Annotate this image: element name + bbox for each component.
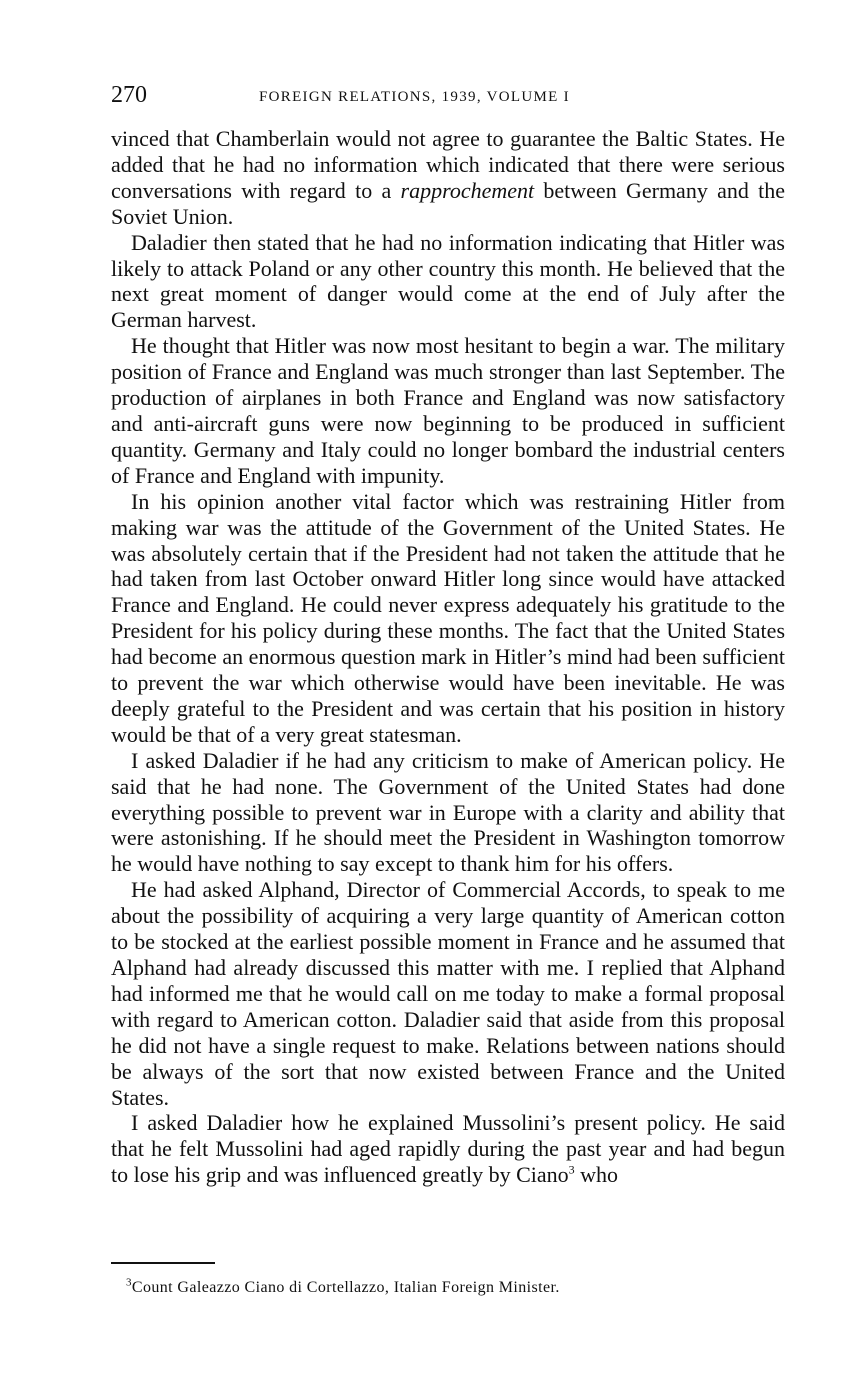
paragraph-text: I asked Daladier how he explained Mussolini’s present policy. He said that he felt Mussolini had aged rapidly during the past year and had begun to lose his grip and was influenced greatly by Ciano — [111, 1110, 785, 1188]
footnote-reference: 3 — [568, 1162, 575, 1177]
footnote — [126, 1277, 560, 1299]
page-header — [111, 80, 785, 114]
page-number: 270 — [111, 82, 147, 108]
paragraph-continuation — [111, 126, 785, 230]
paragraph: I asked Daladier if he had any criticism to make of American policy. He said that he had none. The Government of the United States had done everything possible to prevent war in Europe with a clarity and ability that were astonishing. If he should meet the President in Washington tomorrow he would have nothing to say except to thank him for his offers. — [111, 747, 785, 877]
paragraph-text: who — [574, 1162, 619, 1188]
body-text — [111, 126, 785, 1188]
paragraph-text: vinced that Chamberlain would not agree to guarantee the Baltic States. He added that he had no information which indicated that there were serious conversations with regard to a — [111, 126, 785, 203]
paragraph: In his opinion another vital factor which was restraining Hitler from making war was the attitude of the Government of the United States. He was absolutely certain that if the President had not taken the attitude that he had taken from last October onward Hitler long since would have attacked France and England. He could never express adequately his gratitude to the President for his policy during these months. The fact that the United States had become an enormous question mark in Hitler’s mind had been sufficient to prevent the war which otherwise would have been inevitable. He was deeply grateful to the President and was certain that his position in history would be that of a very great statesman. — [111, 488, 785, 747]
footnote-mark: 3 — [126, 1276, 132, 1289]
paragraph-text: between Germany and the Soviet Union. — [111, 177, 786, 229]
italic-term: rapprochement — [400, 177, 535, 203]
footnote-divider — [111, 1262, 215, 1264]
paragraph: He thought that Hitler was now most hesitant to begin a war. The military position of France and England was much stronger than last September. The production of airplanes in both France and England was now satisfactory and anti-aircraft guns were now beginning to be produced in sufficient quantity. Germany and Italy could no longer bombard the industrial centers of France and England with impunity. — [111, 333, 785, 488]
footnote-text: Count Galeazzo Ciano di Cortellazzo, Italian Foreign Minister. — [131, 1279, 560, 1296]
paragraph: Daladier then stated that he had no information indicating that Hitler was likely to attack Poland or any other country this month. He believed that the next great moment of danger would come at the end of July after the German harvest. — [111, 229, 785, 333]
paragraph: He had asked Alphand, Director of Commercial Accords, to speak to me about the possibility of acquiring a very large quantity of American cotton to be stocked at the earliest possible moment in France and he assumed that Alphand had already discussed this matter with me. I replied that Alphand had informed me that he would call on me today to make a formal proposal with regard to American cotton. Daladier said that aside from this proposal he did not have a single request to make. Relations between nations should be always of the sort that now existed between France and the United States. — [111, 877, 785, 1110]
paragraph — [111, 1110, 785, 1188]
running-title: FOREIGN RELATIONS, 1939, VOLUME I — [259, 89, 570, 105]
